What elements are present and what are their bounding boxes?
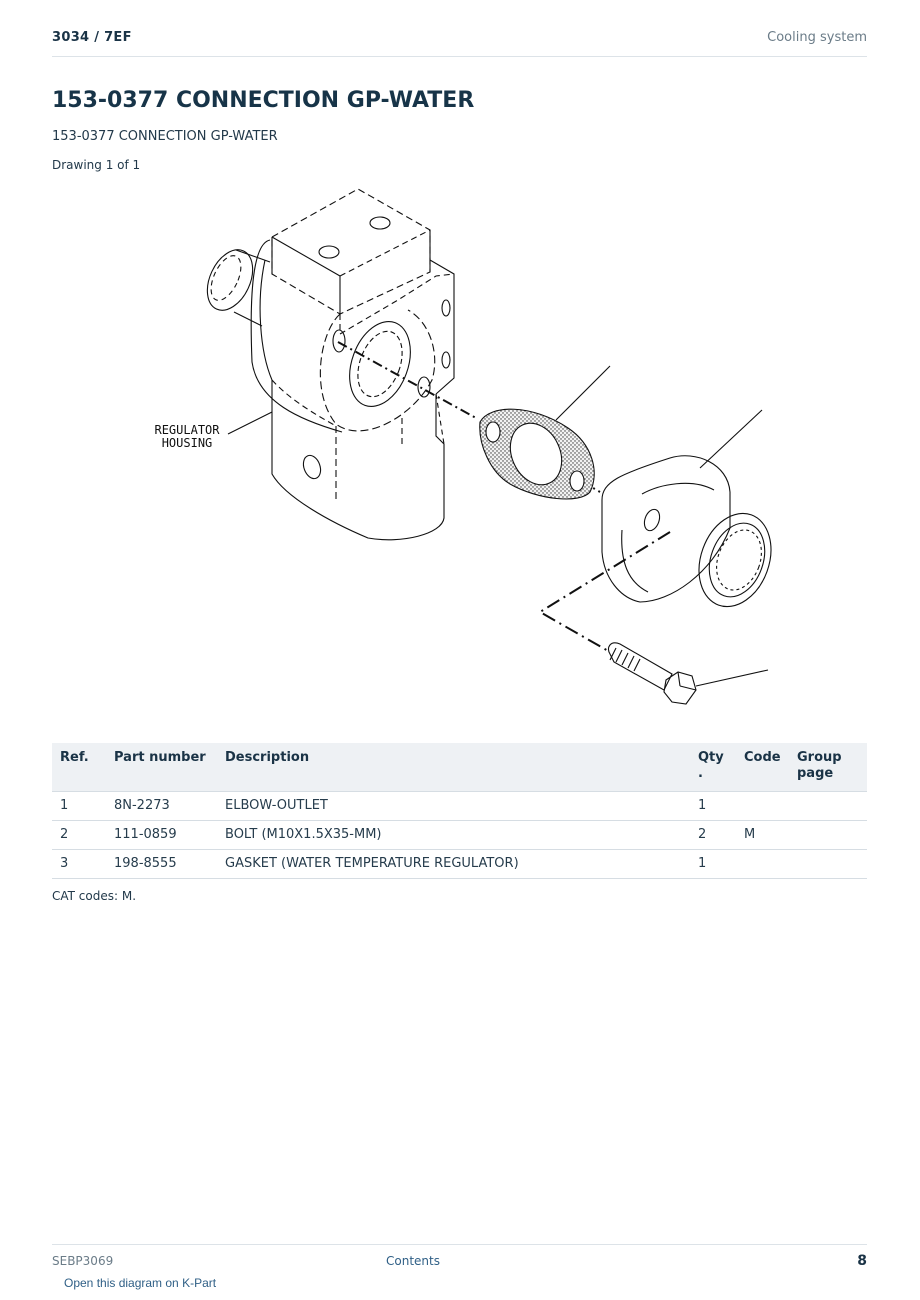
- row-group-page: [789, 821, 867, 850]
- header-qty: [690, 743, 736, 792]
- row-qty: 1: [690, 850, 736, 879]
- page-number: 8: [857, 1253, 867, 1269]
- callout-housing-text: HOUSING: [161, 436, 213, 450]
- row-code: [736, 850, 789, 879]
- row-part-number: 8N-2273: [106, 792, 217, 821]
- callout-regulator-text: REGULATOR: [154, 423, 220, 437]
- row-qty: 2: [690, 821, 736, 850]
- header-qty-line1: Qty: [698, 750, 724, 765]
- table-row: [52, 792, 867, 821]
- elbow-outlet: [602, 410, 780, 617]
- header-code: Code: [736, 743, 789, 792]
- page-subtitle: 153-0377 CONNECTION GP-WATER: [52, 129, 278, 144]
- header-description: Description: [217, 743, 690, 792]
- document-id: SEBP3069: [52, 1254, 114, 1268]
- header-group-page-line2: page: [797, 766, 834, 781]
- parts-table: [52, 743, 867, 879]
- kpart-link[interactable]: Open this diagram on K-Part: [64, 1276, 217, 1290]
- header-qty-line2: .: [698, 766, 703, 781]
- exploded-parts-diagram: [140, 182, 780, 722]
- row-group-page: [789, 850, 867, 879]
- table-row: [52, 821, 867, 850]
- model-code: 3034 / 7EF: [52, 30, 132, 45]
- row-description: BOLT (M10X1.5X35-MM): [217, 821, 690, 850]
- row-qty: 1: [690, 792, 736, 821]
- bolt: [608, 643, 768, 704]
- header-part-number: Part number: [106, 743, 217, 792]
- page-footer: [52, 1244, 867, 1275]
- row-part-number: 198-8555: [106, 850, 217, 879]
- row-ref: 3: [52, 850, 106, 879]
- row-group-page: [789, 792, 867, 821]
- header-ref: Ref.: [52, 743, 106, 792]
- section-name: Cooling system: [767, 30, 867, 45]
- row-description: GASKET (WATER TEMPERATURE REGULATOR): [217, 850, 690, 879]
- contents-link[interactable]: Contents: [386, 1254, 440, 1268]
- regulator-housing: [198, 189, 454, 540]
- gasket: [480, 366, 610, 499]
- row-ref: 1: [52, 792, 106, 821]
- table-header-row: [52, 743, 867, 792]
- table-row: [52, 850, 867, 879]
- row-description: ELBOW-OUTLET: [217, 792, 690, 821]
- row-code: M: [736, 821, 789, 850]
- page-title: 153-0377 CONNECTION GP-WATER: [52, 88, 475, 113]
- header-group-page-line1: Group: [797, 750, 842, 765]
- row-part-number: 111-0859: [106, 821, 217, 850]
- drawing-count-label: Drawing 1 of 1: [52, 158, 141, 172]
- cat-codes-note: CAT codes: M.: [52, 889, 137, 903]
- housing-callout: [154, 412, 272, 450]
- row-code: [736, 792, 789, 821]
- page-header: [52, 28, 867, 57]
- row-ref: 2: [52, 821, 106, 850]
- header-group-page: [789, 743, 867, 792]
